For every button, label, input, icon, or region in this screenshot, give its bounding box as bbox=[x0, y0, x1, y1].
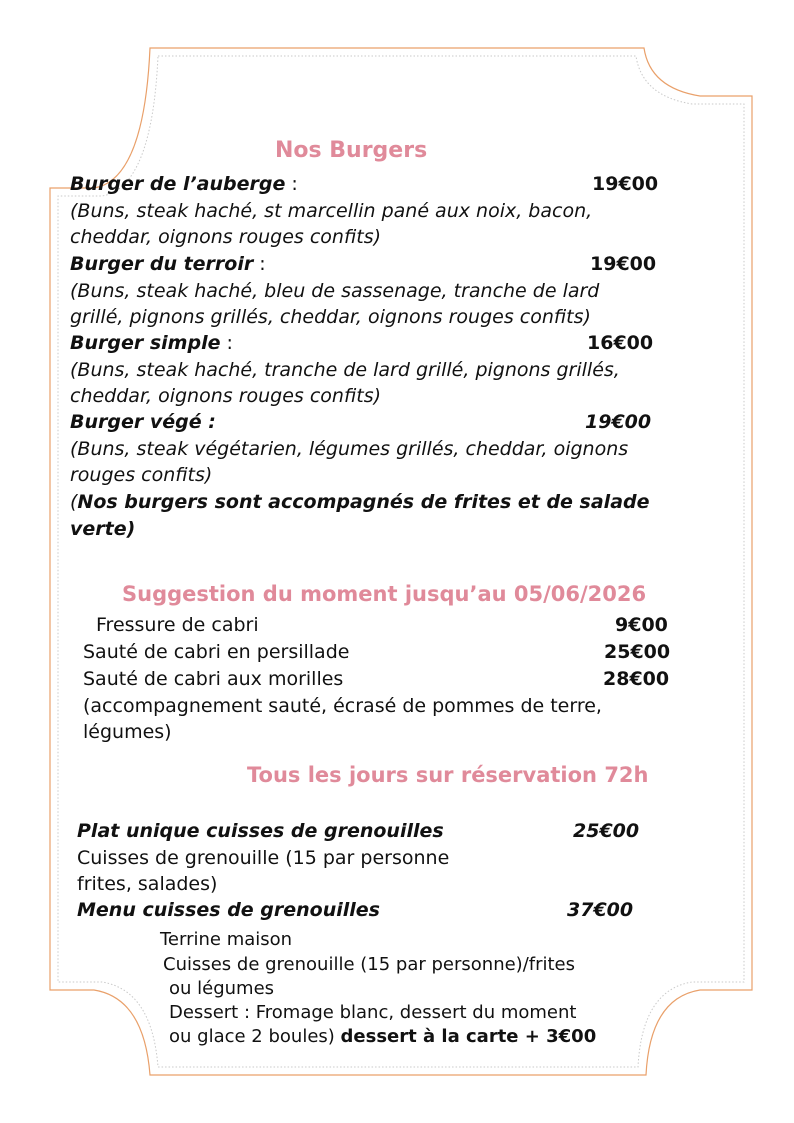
item-separator: : bbox=[253, 253, 266, 275]
item-price: 16€00 bbox=[587, 332, 654, 354]
menu-item-name bbox=[70, 175, 298, 194]
item-name: Fressure de cabri bbox=[96, 614, 259, 636]
suggestion-note: légumes) bbox=[83, 721, 172, 743]
item-name: Burger de l’auberge bbox=[70, 173, 286, 195]
item-price: 25€00 bbox=[573, 820, 640, 842]
item-separator: : bbox=[220, 332, 233, 354]
item-description: (Buns, steak haché, bleu de sassenage, tranche de lard bbox=[70, 280, 600, 302]
item-description: Cuisses de grenouille (15 par personne bbox=[77, 847, 450, 869]
item-description: (Buns, steak végétarien, légumes grillés, cheddar, oignons bbox=[70, 438, 629, 460]
burgers-note bbox=[70, 493, 650, 512]
burgers-note-end: verte) bbox=[70, 518, 136, 540]
item-name: Burger du terroir bbox=[70, 253, 254, 275]
menu-line: Terrine maison bbox=[160, 929, 293, 950]
reservation-title: Tous les jours sur réservation 72h bbox=[247, 763, 649, 787]
menu-item-name bbox=[70, 334, 233, 353]
item-name: Menu cuisses de grenouilles bbox=[77, 899, 380, 921]
menu-item-name bbox=[70, 255, 266, 274]
suggestion-title: Suggestion du moment jusqu’au 05/06/2026 bbox=[122, 582, 647, 606]
item-separator: : bbox=[285, 173, 298, 195]
item-name: Burger simple bbox=[70, 332, 221, 354]
menu-line-text: ou glace 2 boules) bbox=[169, 1026, 335, 1047]
item-description: cheddar, oignons rouges confits) bbox=[70, 385, 382, 407]
burgers-title: Nos Burgers bbox=[275, 138, 428, 163]
item-name: Plat unique cuisses de grenouilles bbox=[77, 820, 444, 842]
item-description: (Buns, steak haché, tranche de lard grillé, pignons grillés, bbox=[70, 359, 620, 381]
note-open-paren: ( bbox=[70, 491, 78, 513]
item-name: Sauté de cabri aux morilles bbox=[83, 668, 344, 690]
item-description: grillé, pignons grillés, cheddar, oignons rouges confits) bbox=[70, 306, 591, 328]
item-name: Sauté de cabri en persillade bbox=[83, 641, 350, 663]
menu-line: Cuisses de grenouille (15 par personne)/frites bbox=[163, 954, 576, 975]
menu-line-bold: dessert à la carte + 3€00 bbox=[340, 1026, 597, 1047]
item-price: 19€00 bbox=[585, 411, 652, 433]
item-name: Burger végé : bbox=[70, 411, 216, 433]
menu-line: ou légumes bbox=[169, 978, 275, 999]
item-price: 28€00 bbox=[603, 668, 670, 690]
note-text: Nos burgers sont accompagnés de frites et de salade bbox=[77, 491, 650, 513]
item-price: 37€00 bbox=[567, 899, 634, 921]
item-description: rouges confits) bbox=[70, 464, 213, 486]
item-description: (Buns, steak haché, st marcellin pané aux noix, bacon, bbox=[70, 200, 593, 222]
item-price: 9€00 bbox=[615, 614, 668, 636]
item-price: 25€00 bbox=[604, 641, 671, 663]
suggestion-note: (accompagnement sauté, écrasé de pommes de terre, bbox=[83, 695, 602, 717]
item-price: 19€00 bbox=[590, 253, 657, 275]
item-description: frites, salades) bbox=[77, 873, 218, 895]
menu-line: Dessert : Fromage blanc, dessert du moment bbox=[169, 1002, 577, 1023]
menu-line bbox=[169, 1028, 596, 1046]
item-price: 19€00 bbox=[592, 173, 659, 195]
item-description: cheddar, oignons rouges confits) bbox=[70, 226, 382, 248]
